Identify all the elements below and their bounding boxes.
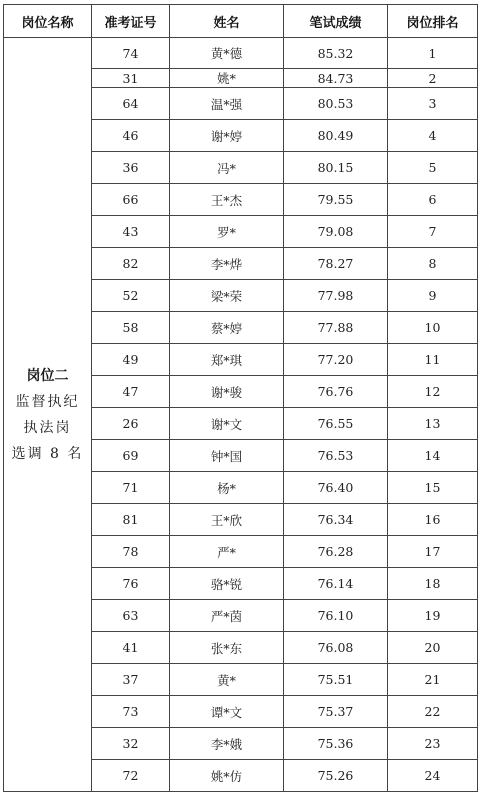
rank-cell: 16 [388,504,478,536]
rank-cell: 18 [388,568,478,600]
exam-id-cell: 69 [92,440,170,472]
score-cell: 76.55 [284,408,388,440]
score-cell: 79.55 [284,184,388,216]
header-position: 岗位名称 [4,5,92,38]
name-cell: 冯* [170,152,284,184]
rank-cell: 24 [388,760,478,792]
name-cell: 姚*仿 [170,760,284,792]
exam-id-cell: 72 [92,760,170,792]
exam-id-cell: 64 [92,88,170,120]
score-cell: 79.08 [284,216,388,248]
score-cell: 80.15 [284,152,388,184]
exam-id-cell: 37 [92,664,170,696]
score-cell: 76.53 [284,440,388,472]
exam-id-cell: 71 [92,472,170,504]
rank-cell: 5 [388,152,478,184]
rank-cell: 7 [388,216,478,248]
exam-id-cell: 73 [92,696,170,728]
score-cell: 76.28 [284,536,388,568]
name-cell: 张*东 [170,632,284,664]
name-cell: 李*娥 [170,728,284,760]
score-cell: 76.14 [284,568,388,600]
name-cell: 谭*文 [170,696,284,728]
score-cell: 77.88 [284,312,388,344]
name-cell: 杨* [170,472,284,504]
rank-cell: 12 [388,376,478,408]
score-cell: 75.36 [284,728,388,760]
table-body [4,38,478,792]
exam-id-cell: 78 [92,536,170,568]
table-row [4,38,478,69]
exam-id-cell: 74 [92,38,170,69]
header-name: 姓名 [170,5,284,38]
rank-cell: 13 [388,408,478,440]
name-cell: 钟*国 [170,440,284,472]
score-cell: 78.27 [284,248,388,280]
score-cell: 75.26 [284,760,388,792]
rank-cell: 8 [388,248,478,280]
position-line-1: 监督执纪 [15,393,80,410]
exam-id-cell: 76 [92,568,170,600]
name-cell: 谢*文 [170,408,284,440]
name-cell: 蔡*婷 [170,312,284,344]
name-cell: 黄*德 [170,38,284,69]
name-cell: 黄* [170,664,284,696]
exam-id-cell: 46 [92,120,170,152]
rank-cell: 4 [388,120,478,152]
exam-id-cell: 81 [92,504,170,536]
exam-id-cell: 41 [92,632,170,664]
score-cell: 77.20 [284,344,388,376]
position-line-3: 选调 8 名 [11,445,84,462]
exam-id-cell: 36 [92,152,170,184]
name-cell: 温*强 [170,88,284,120]
rank-cell: 2 [388,69,478,88]
rank-cell: 14 [388,440,478,472]
rank-cell: 6 [388,184,478,216]
score-cell: 80.49 [284,120,388,152]
name-cell: 李*烨 [170,248,284,280]
name-cell: 王*杰 [170,184,284,216]
rank-cell: 23 [388,728,478,760]
rank-cell: 20 [388,632,478,664]
exam-id-cell: 43 [92,216,170,248]
name-cell: 王*欣 [170,504,284,536]
name-cell: 严*茵 [170,600,284,632]
position-title: 岗位二 [26,367,69,384]
score-cell: 76.40 [284,472,388,504]
score-cell: 80.53 [284,88,388,120]
exam-id-cell: 32 [92,728,170,760]
score-cell: 84.73 [284,69,388,88]
score-cell: 77.98 [284,280,388,312]
name-cell: 梁*荣 [170,280,284,312]
header-exam-id: 准考证号 [92,5,170,38]
score-cell: 76.34 [284,504,388,536]
rank-cell: 22 [388,696,478,728]
rank-cell: 17 [388,536,478,568]
exam-id-cell: 47 [92,376,170,408]
rank-cell: 11 [388,344,478,376]
header-score: 笔试成绩 [284,5,388,38]
score-cell: 76.10 [284,600,388,632]
score-cell: 76.08 [284,632,388,664]
score-cell: 75.37 [284,696,388,728]
exam-id-cell: 52 [92,280,170,312]
score-cell: 76.76 [284,376,388,408]
exam-id-cell: 82 [92,248,170,280]
exam-id-cell: 49 [92,344,170,376]
rank-cell: 3 [388,88,478,120]
score-table [3,4,478,792]
rank-cell: 9 [388,280,478,312]
name-cell: 姚* [170,69,284,88]
position-line-2: 执法岗 [23,419,72,436]
rank-cell: 21 [388,664,478,696]
name-cell: 罗* [170,216,284,248]
name-cell: 谢*骏 [170,376,284,408]
score-cell: 75.51 [284,664,388,696]
exam-id-cell: 58 [92,312,170,344]
exam-id-cell: 26 [92,408,170,440]
rank-cell: 15 [388,472,478,504]
exam-id-cell: 66 [92,184,170,216]
position-cell [4,38,92,792]
header-rank: 岗位排名 [388,5,478,38]
score-cell: 85.32 [284,38,388,69]
name-cell: 严* [170,536,284,568]
name-cell: 谢*婷 [170,120,284,152]
exam-id-cell: 31 [92,69,170,88]
name-cell: 郑*琪 [170,344,284,376]
rank-cell: 1 [388,38,478,69]
rank-cell: 19 [388,600,478,632]
name-cell: 骆*锐 [170,568,284,600]
exam-id-cell: 63 [92,600,170,632]
rank-cell: 10 [388,312,478,344]
header-row [4,5,478,38]
